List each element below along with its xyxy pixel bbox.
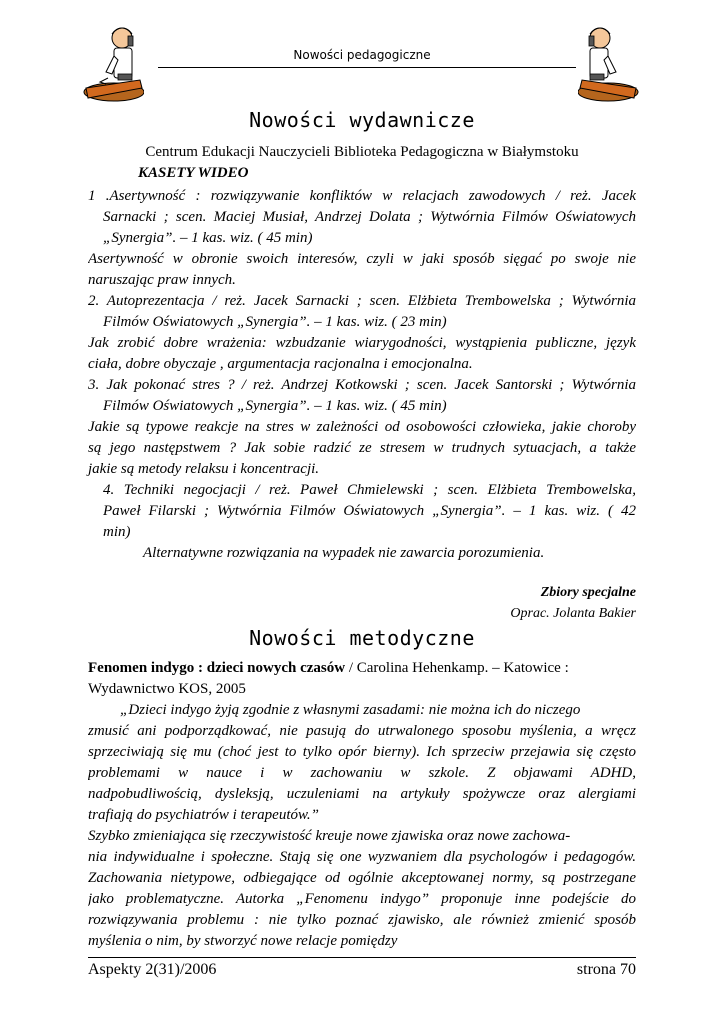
book-citation-line — [88, 658, 636, 679]
text-line: są jego następstwem ? Jak sobie radzić ze stresem w trudnych sytuacjach, a także — [88, 440, 636, 456]
running-header: Nowości pedagogiczne — [293, 48, 431, 62]
text-line: myślenia o nim, by stworzyć nowe relacje pomiędzy — [88, 933, 398, 949]
section-heading-publishing: Nowości wydawnicze — [249, 108, 475, 132]
text-line: Filmów Oświatowych „Synergia”. – 1 kas. wiz. ( 23 min) — [103, 314, 447, 330]
section-heading-methodical: Nowości metodyczne — [249, 626, 475, 650]
text-line: rozwiązywania problemu : nie tylko poznać zjawisko, ale również zmienić sposób — [88, 912, 636, 928]
text-line: nadpobudliwością, dysleksją, uczuleniami na artykuły spożywcze oraz alergiami — [88, 786, 636, 802]
subheading-video: KASETY WIDEO — [138, 165, 249, 181]
footer-page-number: strona 70 — [576, 961, 636, 978]
text-line: 2. Autoprezentacja / reż. Jacek Sarnacki ; scen. Elżbieta Trembowelska ; Wytwórnia — [88, 293, 636, 309]
text-line: min) — [103, 524, 131, 540]
text-line: Filmów Oświatowych „Synergia”. – 1 kas. wiz. ( 45 min) — [103, 398, 447, 414]
text-line: 4. Techniki negocjacji / reż. Paweł Chmielewski ; scen. Elżbieta Trembowelska, — [103, 482, 636, 498]
phone-call-clipart-icon — [578, 22, 644, 106]
text-line: Paweł Filarski ; Wytwórnia Filmów Oświatowych „Synergia”. – 1 kas. wiz. ( 42 — [103, 503, 636, 519]
book-title: Fenomen indygo : dzieci nowych czasów — [88, 660, 346, 676]
text-line: jako problematyczne. Autorka „Fenomenu indygo” proponuje inne podejście do — [88, 891, 636, 907]
signature-author: Oprac. Jolanta Bakier — [510, 606, 636, 621]
text-line: Zachowania nietypowe, odbiegające od ogólnie akceptowanej normy, są postrzegane — [88, 870, 636, 886]
book-citation-rest: / Carolina Hehenkamp. – Katowice : — [345, 660, 569, 676]
text-line: Jakie są typowe reakcje na stres w zależności od osobowości człowieka, jakie choroby — [88, 419, 636, 435]
text-line: 3. Jak pokonać stres ? / reż. Andrzej Kotkowski ; scen. Jacek Santorski ; Wytwórnia — [88, 377, 636, 393]
header-rule — [158, 67, 576, 68]
text-line: trafiają do psychiatrów i terapeutów.” — [88, 807, 319, 823]
text-line: Asertywność w obronie swoich interesów, czyli w jaki sposób sięgać po swoje nie — [88, 251, 636, 267]
footer-rule — [88, 957, 636, 958]
text-line: Alternatywne rozwiązania na wypadek nie zawarcia porozumienia. — [143, 545, 545, 561]
signature-department: Zbiory specjalne — [540, 585, 636, 600]
text-line: „Synergia”. – 1 kas. wiz. ( 45 min) — [103, 230, 313, 246]
text-line: Jak zrobić dobre wrażenia: wzbudzanie wiarygodności, wystąpienia publiczne, język — [88, 335, 636, 351]
text-line: sprzeciwiają się mu (choć jest to tylko opór bierny). Ich sprzeciw przejawia się często — [88, 744, 636, 760]
text-line: zmusić ani podporządkować, nie pasują do utrwalonego sposobu myślenia, a wręcz — [88, 723, 636, 739]
phone-call-clipart-icon — [78, 22, 144, 106]
institution-line: Centrum Edukacji Nauczycieli Biblioteka Pedagogiczna w Białymstoku — [145, 144, 579, 160]
book-publisher-line: Wydawnictwo KOS, 2005 — [88, 681, 246, 697]
footer-issue: Aspekty 2(31)/2006 — [88, 961, 217, 978]
text-line: nia indywidualne i społeczne. Stają się one wyzwaniem dla psychologów i pedagogów. — [88, 849, 636, 865]
text-line: 1 .Asertywność : rozwiązywanie konfliktów w relacjach zawodowych / reż. Jacek — [88, 188, 636, 204]
text-line: „Dzieci indygo żyją zgodnie z własnymi zasadami: nie można ich do niczego — [120, 702, 581, 718]
text-line: Szybko zmieniająca się rzeczywistość kreuje nowe zjawiska oraz nowe zachowa- — [88, 828, 571, 844]
text-line: naruszając praw innych. — [88, 272, 236, 288]
text-line: jakie są metody relaksu i koncentracji. — [88, 461, 320, 477]
text-line: ciała, dobre obyczaje , argumentacja racjonalna i emocjonalna. — [88, 356, 473, 372]
text-line: Sarnacki ; scen. Maciej Musiał, Andrzej Dolata ; Wytwórnia Filmów Oświatowych — [103, 209, 636, 225]
text-line: problemami w nauce i w zachowaniu w szkole. Z objawami ADHD, — [88, 765, 636, 781]
